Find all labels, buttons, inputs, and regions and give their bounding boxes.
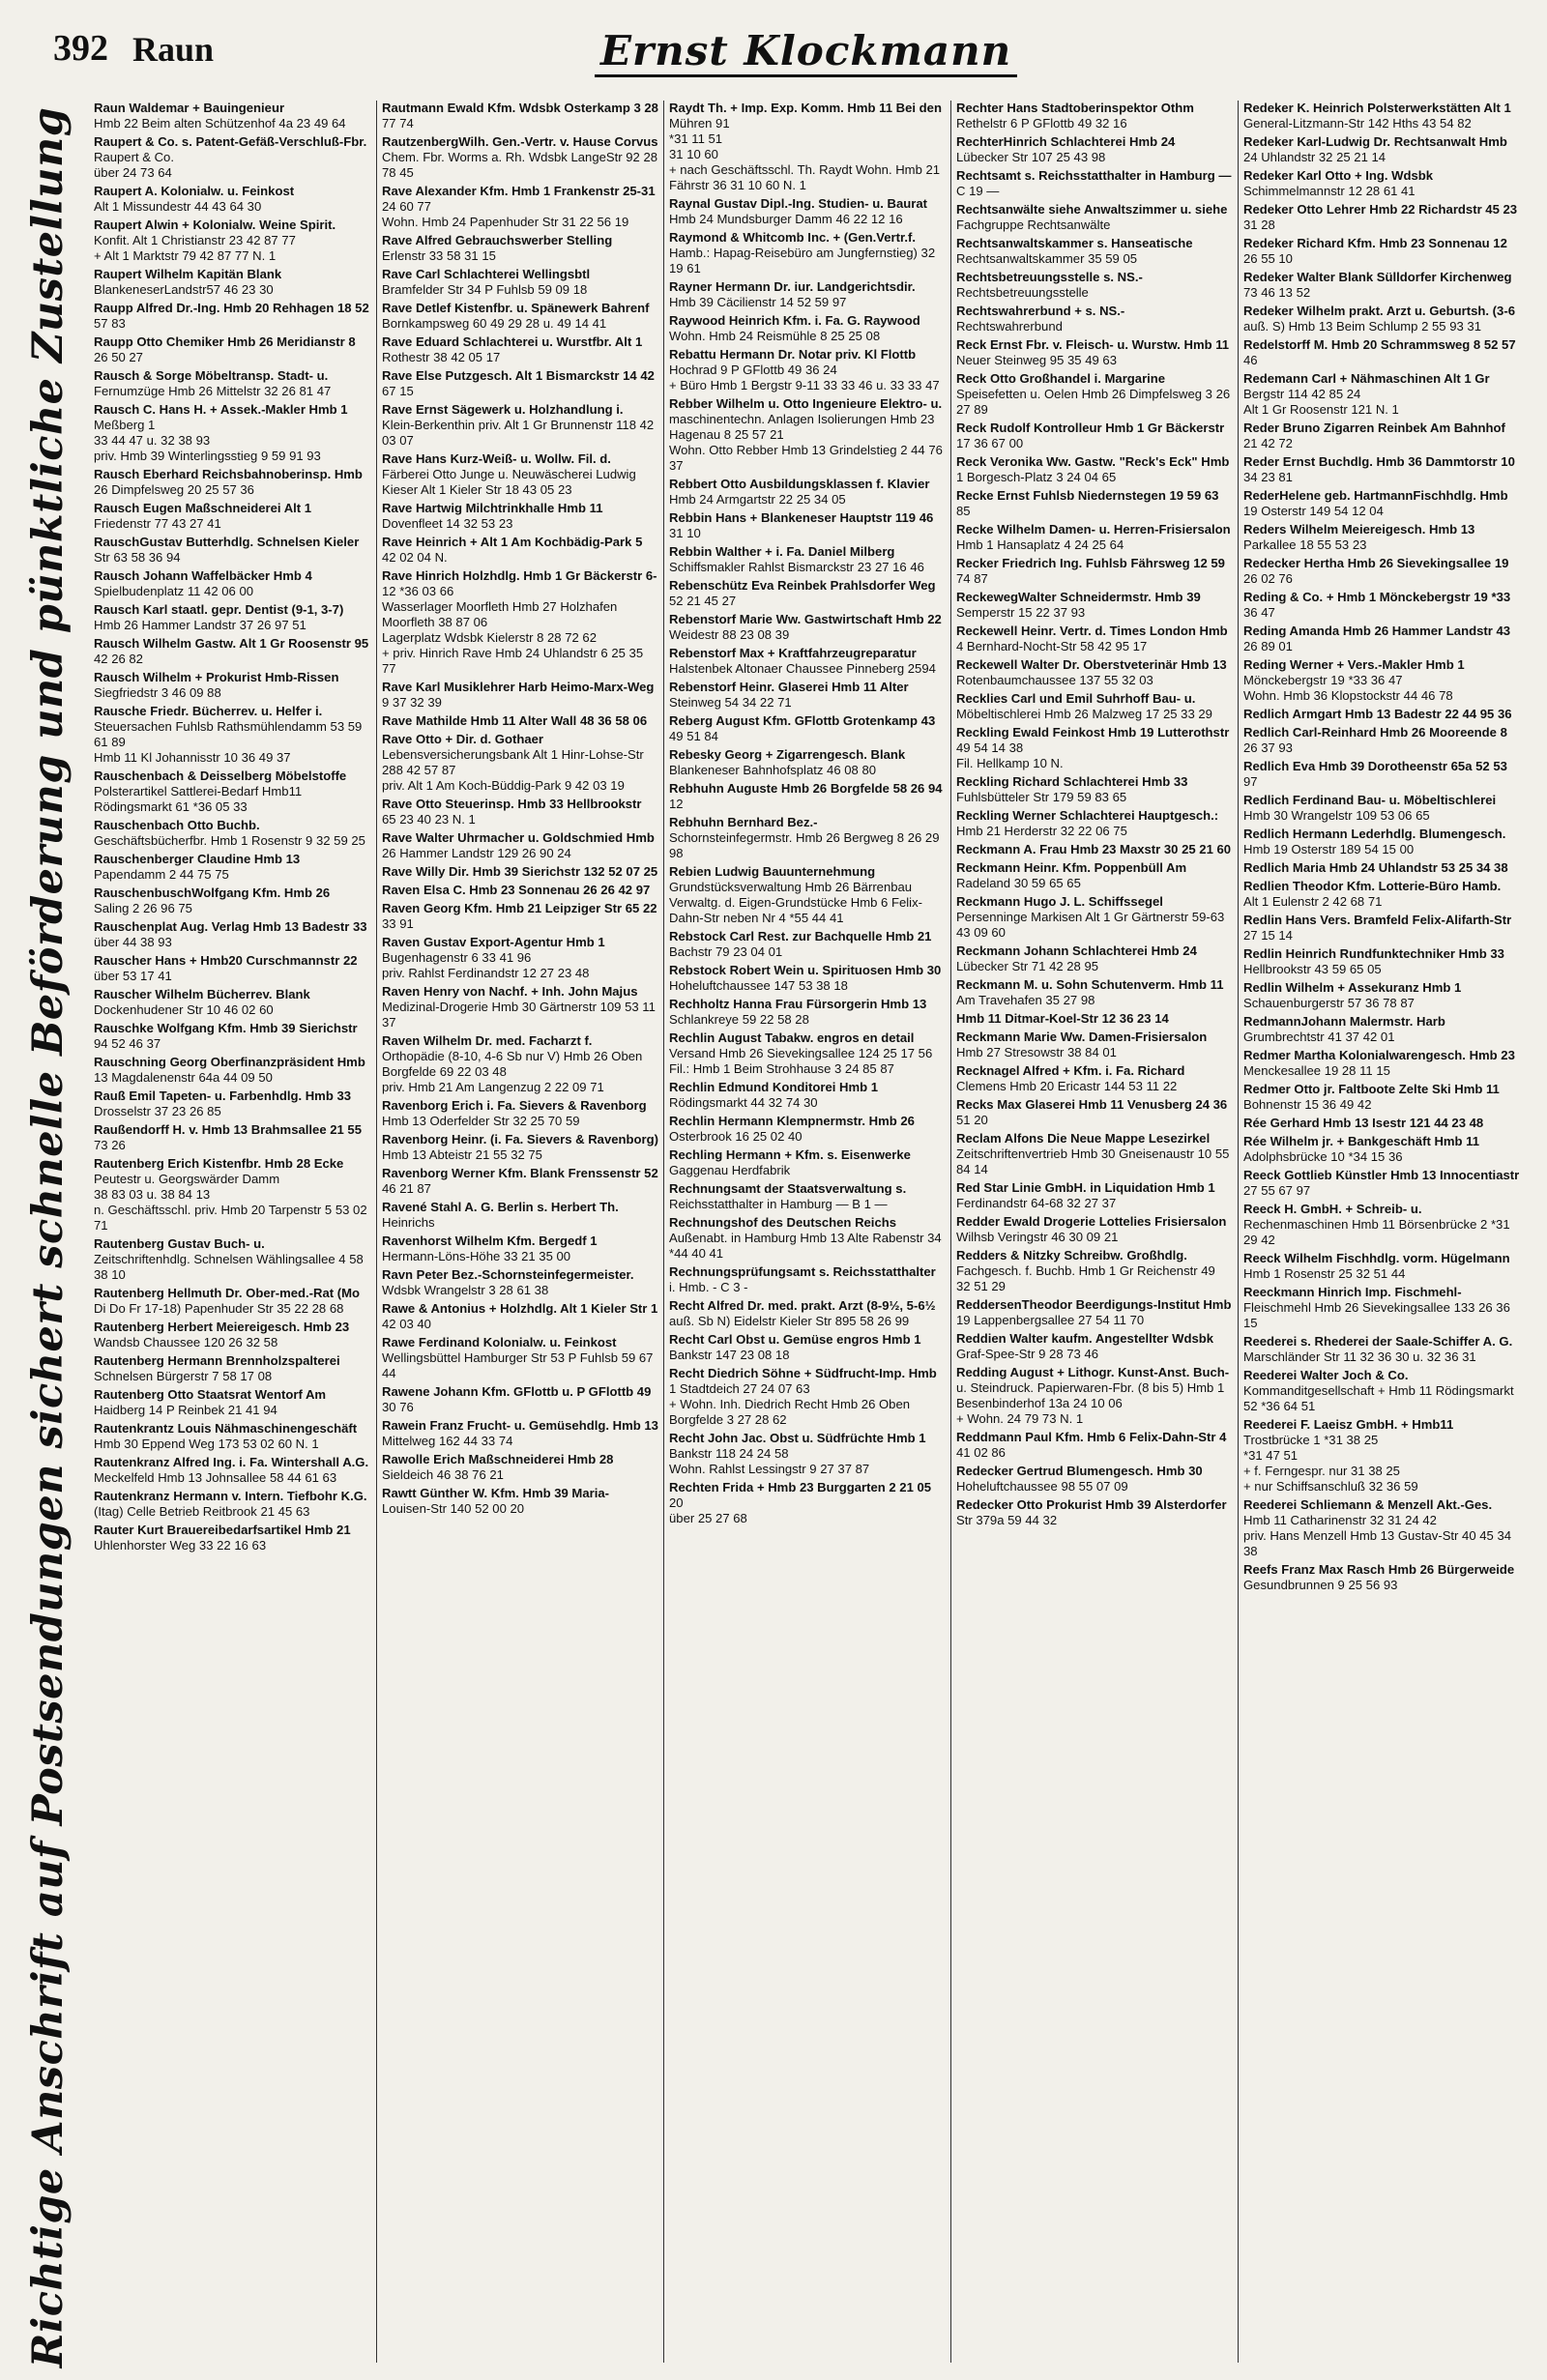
directory-entry: Ravenhorst Wilhelm Kfm. Bergedf 1 Hermann-Löns-Höhe 33 21 35 00 (382, 1234, 598, 1263)
directory-entry: Ravené Stahl A. G. Berlin s. Herbert Th. Heinrichs (382, 1200, 619, 1230)
directory-entry: Raven Georg Kfm. Hmb 21 Leipziger Str 65 22 33 91 (382, 901, 657, 931)
directory-entry: Rechtswahrerbund + s. NS.-Rechtswahrerbund (956, 304, 1125, 334)
directory-entry: Rechlin Hermann Klempnermstr. Hmb 26 Osterbrook 16 25 02 40 (669, 1114, 915, 1144)
directory-entry: Rawein Franz Frucht- u. Gemüsehdlg. Hmb 13 Mittelweg 162 44 33 74 (382, 1418, 658, 1448)
directory-entry: Rave Otto Steuerinsp. Hmb 33 Hellbrookstr 65 23 40 23 N. 1 (382, 797, 642, 827)
directory-entry: Reding & Co. + Hmb 1 Mönckebergstr 19 *33 36 47 (1243, 590, 1511, 620)
directory-entry: Raven Wilhelm Dr. med. Facharzt f. Orthopädie (8-10, 4-6 Sb nur V) Hmb 26 Oben Borgfelde 69 22 03 48 priv. Hmb 21 Am Langenzug 2 22 09 71 (382, 1033, 643, 1094)
directory-entry: Reding Amanda Hmb 26 Hammer Landstr 43 26 89 01 (1243, 624, 1511, 653)
directory-entry: Reddien Walter kaufm. Angestellter Wdsbk Graf-Spee-Str 9 28 73 46 (956, 1331, 1214, 1361)
directory-entry: Rechlin August Tabakw. engros en detail Versand Hmb 26 Sievekingsallee 124 25 17 56 Fil.: Hmb 1 Beim Strohhause 3 24 85 87 (669, 1030, 933, 1076)
directory-entry: Rawe Ferdinand Kolonialw. u. Feinkost Wellingsbüttel Hamburger Str 53 P Fuhlsb 59 67 44 (382, 1335, 654, 1380)
directory-column (89, 101, 376, 2363)
directory-entry: Recke Wilhelm Damen- u. Herren-Frisiersalon Hmb 1 Hansaplatz 4 24 25 64 (956, 522, 1231, 552)
directory-entry: Redeker Richard Kfm. Hmb 23 Sonnenau 12 26 55 10 (1243, 236, 1507, 266)
directory-entry: Rauschke Wolfgang Kfm. Hmb 39 Sierichstr 94 52 46 37 (94, 1021, 358, 1051)
directory-entry: Rebbin Hans + Blankeneser Hauptstr 119 46 31 10 (669, 510, 934, 540)
directory-entry: Rechling Hermann + Kfm. s. Eisenwerke Gaggenau Herdfabrik (669, 1147, 911, 1177)
directory-entry: Rausch Karl staatl. gepr. Dentist (9-1, 3-7) Hmb 26 Hammer Landstr 37 26 97 51 (94, 602, 344, 632)
directory-entry: Rautenberg Hermann Brennholzspalterei Schnelsen Bürgerstr 7 58 17 08 (94, 1353, 340, 1383)
directory-entry: RautzenbergWilh. Gen.-Vertr. v. Hause Corvus Chem. Fbr. Worms a. Rh. Wdsbk LangeStr 92 28 78 45 (382, 134, 658, 180)
directory-entry: Reckewell Heinr. Vertr. d. Times London Hmb 4 Bernhard-Nocht-Str 58 42 95 17 (956, 624, 1228, 653)
directory-entry: Rave Walter Uhrmacher u. Goldschmied Hmb 26 Hammer Landstr 129 26 90 24 (382, 830, 655, 860)
directory-entry: Rechter Hans Stadtoberinspektor Othm Rethelstr 6 P GFlottb 49 32 16 (956, 101, 1194, 131)
directory-entry: Rausch Johann Waffelbäcker Hmb 4 Spielbudenplatz 11 42 06 00 (94, 568, 312, 598)
directory-entry: Reberg August Kfm. GFlottb Grotenkamp 43 49 51 84 (669, 713, 936, 743)
directory-entry: Raupert A. Kolonialw. u. Feinkost Alt 1 Missundestr 44 43 64 30 (94, 184, 295, 214)
directory-entry: Reder Ernst Buchdlg. Hmb 36 Dammtorstr 10 34 23 81 (1243, 454, 1515, 484)
directory-entry: Rawe & Antonius + Holzhdlg. Alt 1 Kieler Str 1 42 03 40 (382, 1301, 658, 1331)
directory-entry: Raynal Gustav Dipl.-Ing. Studien- u. Baurat Hmb 24 Mundsburger Damm 46 22 12 16 (669, 196, 927, 226)
directory-entry: Raven Henry von Nachf. + Inh. John Majus Medizinal-Drogerie Hmb 30 Gärtnerstr 109 53 11 37 (382, 984, 656, 1030)
directory-entry: Rave Mathilde Hmb 11 Alter Wall 48 36 58 06 (382, 713, 648, 728)
directory-entry: Rauß Emil Tapeten- u. Farbenhdlg. Hmb 33 Drosselstr 37 23 26 85 (94, 1088, 352, 1118)
directory-entry: Rautenberg Gustav Buch- u. Zeitschriftenhdlg. Schnelsen Wählingsallee 4 58 38 10 (94, 1236, 364, 1282)
directory-entry: Redlich Carl-Reinhard Hmb 26 Mooreende 8 26 37 93 (1243, 725, 1507, 755)
directory-entry: Rechtsamt s. Reichsstatthalter in Hamburg — C 19 — (956, 168, 1232, 198)
directory-entry: Raupert & Co. s. Patent-Gefäß-Verschluß-Fbr. Raupert & Co. über 24 73 64 (94, 134, 367, 180)
directory-entry: Rautenberg Hellmuth Dr. Ober-med.-Rat (Mo Di Do Fr 17-18) Papenhuder Str 35 22 28 68 (94, 1286, 360, 1316)
directory-entry: Rebattu Hermann Dr. Notar priv. Kl Flottb Hochrad 9 P GFlottb 49 36 24 + Büro Hmb 1 Bergstr 9-11 33 33 46 u. 33 33 47 (669, 347, 940, 392)
directory-entry: RedmannJohann Malermstr. Harb Grumbrechtstr 41 37 42 01 (1243, 1014, 1445, 1044)
directory-entry: Raupert Alwin + Kolonialw. Weine Spirit. Konfit. Alt 1 Christianstr 23 42 87 77 + Alt 1 Marktstr 79 42 87 77 N. 1 (94, 218, 336, 263)
directory-columns (89, 101, 1532, 2363)
directory-entry: Redlich Eva Hmb 39 Dorotheenstr 65a 52 53 97 (1243, 759, 1507, 789)
directory-entry: Redeker Otto Lehrer Hmb 22 Richardstr 45 23 31 28 (1243, 202, 1518, 232)
directory-entry: Rave Karl Musiklehrer Harb Heimo-Marx-Weg 9 37 32 39 (382, 680, 655, 710)
directory-entry: Rebhuhn Bernhard Bez.-Schornsteinfegermstr. Hmb 26 Bergweg 8 26 29 98 (669, 815, 940, 860)
page-number: 392 (53, 28, 108, 69)
directory-entry: Rave Else Putzgesch. Alt 1 Bismarckstr 14 42 67 15 (382, 368, 655, 398)
directory-entry: Rée Gerhard Hmb 13 Isestr 121 44 23 48 (1243, 1116, 1484, 1130)
directory-entry: Reckling Werner Schlachterei Hauptgesch.: Hmb 21 Herderstr 32 22 06 75 (956, 808, 1219, 838)
directory-entry: Reederei s. Rhederei der Saale-Schiffer A. G. Marschländer Str 11 32 36 30 u. 32 36 31 (1243, 1334, 1513, 1364)
directory-entry: Rebesky Georg + Zigarrengesch. Blank Blankeneser Bahnhofsplatz 46 08 80 (669, 747, 906, 777)
directory-entry: Raymond & Whitcomb Inc. + (Gen.Vertr.f. Hamb.: Hapag-Reisebüro am Jungfernstieg) 32 19 61 (669, 230, 936, 276)
directory-entry: Rave Heinrich + Alt 1 Am Kochbädig-Park 5 42 02 04 N. (382, 535, 643, 565)
directory-entry: Raupert Wilhelm Kapitän Blank BlankeneserLandstr57 46 23 30 (94, 267, 282, 297)
directory-entry: Raun Waldemar + Bauingenieur Hmb 22 Beim alten Schützenhof 4a 23 49 64 (94, 101, 346, 131)
directory-entry: Recht Carl Obst u. Gemüse engros Hmb 1 Bankstr 147 23 08 18 (669, 1332, 921, 1362)
directory-entry: Redmer Otto jr. Faltboote Zelte Ski Hmb 11 Bohnenstr 15 36 49 42 (1243, 1082, 1500, 1112)
directory-entry: Redlin Hans Vers. Bramfeld Felix-Alifarth-Str 27 15 14 (1243, 913, 1512, 943)
directory-entry: Raußendorff H. v. Hmb 13 Brahmsallee 21 55 73 26 (94, 1122, 363, 1152)
advertiser-signature: Ernst Klockmann (595, 27, 1017, 77)
directory-entry: Reckewell Walter Dr. Oberstveterinär Hmb 13 Rotenbaumchaussee 137 55 32 03 (956, 657, 1227, 687)
running-head: Raun (132, 30, 215, 69)
directory-entry: Reck Ernst Fbr. v. Fleisch- u. Wurstw. Hmb 11 Neuer Steinweg 95 35 49 63 (956, 337, 1230, 367)
directory-entry: Redeker K. Heinrich Polsterwerkstätten Alt 1 General-Litzmann-Str 142 Hths 43 54 82 (1243, 101, 1511, 131)
directory-entry: Reederei Walter Joch & Co. Kommanditgesellschaft + Hmb 11 Rödingsmarkt 52 *36 64 51 (1243, 1368, 1514, 1413)
directory-entry: Rautmann Ewald Kfm. Wdsbk Osterkamp 3 28 77 74 (382, 101, 658, 131)
directory-entry: Redeker Walter Blank Sülldorfer Kirchenweg 73 46 13 52 (1243, 270, 1512, 300)
directory-entry: Rave Carl Schlachterei Wellingsbtl Bramfelder Str 34 P Fuhlsb 59 09 18 (382, 267, 591, 297)
directory-entry: Ravenborg Erich i. Fa. Sievers & Ravenborg Hmb 13 Oderfelder Str 32 25 70 59 (382, 1098, 647, 1128)
directory-entry: Rebstock Robert Wein u. Spirituosen Hmb 30 Hoheluftchaussee 147 53 38 18 (669, 963, 942, 993)
directory-column (376, 101, 663, 2363)
directory-entry: Rée Wilhelm jr. + Bankgeschäft Hmb 11 Adolphsbrücke 10 *34 15 36 (1243, 1134, 1480, 1164)
directory-entry: Rave Hinrich Holzhdlg. Hmb 1 Gr Bäckerstr 6-12 *36 03 66 Wasserlager Moorfleth Hmb 27 Holzhafen Moorfleth 38 87 06 Lagerplatz Wdsbk Kielerstr 8 28 72 62 + priv. Hinrich Rave Hmb 24 Uhlandstr 6 25 35 77 (382, 568, 657, 676)
directory-entry: Rebien Ludwig Bauunternehmung Grundstücksverwaltung Hmb 26 Bärrenbau Verwaltg. d. Eigen-Grundstücke Hmb 6 Felix-Dahn-Str neben Nr 4 *55 44 41 (669, 864, 922, 925)
directory-entry: RauschGustav Butterhdlg. Schnelsen Kieler Str 63 58 36 94 (94, 535, 360, 565)
directory-entry: Rechlin Edmund Konditorei Hmb 1 Rödingsmarkt 44 32 74 30 (669, 1080, 879, 1110)
directory-entry: RauschenbuschWolfgang Kfm. Hmb 26 Saling 2 26 96 75 (94, 885, 331, 915)
directory-entry: Rawtt Günther W. Kfm. Hmb 39 Maria-Louisen-Str 140 52 00 20 (382, 1486, 609, 1516)
side-advertisement-text: Richtige Anschrift auf Postsendungen sichert schnelle Beförderung und pünktliche Zustellung (24, 106, 73, 2368)
directory-entry: Redeker Wilhelm prakt. Arzt u. Geburtsh. (3-6 auß. S) Hmb 13 Beim Schlump 2 55 93 31 (1243, 304, 1515, 334)
directory-entry: Rautenkranz Alfred Ing. i. Fa. Wintershall A.G. Meckelfeld Hmb 13 Johnsallee 58 44 61 63 (94, 1455, 369, 1485)
directory-entry: Rave Hartwig Milchtrinkhalle Hmb 11 Dovenfleet 14 32 53 23 (382, 501, 603, 531)
directory-entry: Recht John Jac. Obst u. Südfrüchte Hmb 1 Bankstr 118 24 24 58 Wohn. Rahlst Lessingstr 9 27 37 87 (669, 1431, 926, 1476)
directory-entry: Recht Alfred Dr. med. prakt. Arzt (8-9½, 5-6½ auß. Sb N) Eidelstr Kieler Str 895 58 26 99 (669, 1298, 936, 1328)
side-advertisement (19, 106, 77, 2368)
directory-entry: Raven Elsa C. Hmb 23 Sonnenau 26 26 42 97 (382, 883, 651, 897)
directory-entry: Redeker Karl-Ludwig Dr. Rechtsanwalt Hmb 24 Uhlandstr 32 25 21 14 (1243, 134, 1507, 164)
directory-entry: Reederei Schliemann & Menzell Akt.-Ges. Hmb 11 Catharinenstr 32 31 24 42 priv. Hans Menzell Hmb 13 Gustav-Str 40 45 34 38 (1243, 1497, 1512, 1558)
directory-entry: Rechtsanwaltskammer s. Hanseatische Rechtsanwaltskammer 35 59 05 (956, 236, 1193, 266)
directory-entry: Rave Ernst Sägewerk u. Holzhandlung i. Klein-Berkenthin priv. Alt 1 Gr Brunnenstr 118 42 03 07 (382, 402, 655, 448)
directory-entry: Rausche Friedr. Bücherrev. u. Helfer i. Steuersachen Fuhlsb Rathsmühlendamm 53 59 61 89 Hmb 11 Kl Johannisstr 10 36 49 37 (94, 704, 363, 765)
directory-entry: Ravenborg Werner Kfm. Blank Frenssenstr 52 46 21 87 (382, 1166, 658, 1196)
directory-entry: Reckmann Johann Schlachterei Hmb 24 Lübecker Str 71 42 28 95 (956, 943, 1197, 973)
directory-entry: Rauschenplat Aug. Verlag Hmb 13 Badestr 33 über 44 38 93 (94, 919, 367, 949)
directory-entry: Reckmann M. u. Sohn Schutenverm. Hmb 11 Am Travehafen 35 27 98 (956, 977, 1224, 1007)
directory-entry: Rechnungsprüfungsamt s. Reichsstatthalter i. Hmb. - C 3 - (669, 1264, 936, 1294)
directory-entry: Rebenstorf Max + Kraftfahrzeugreparatur Halstenbek Altonaer Chaussee Pinneberg 2594 (669, 646, 936, 676)
directory-entry: Rave Hans Kurz-Weiß- u. Wollw. Fil. d. Färberei Otto Junge u. Neuwäscherei Ludwig Kieser Alt 1 Kieler Str 18 43 05 23 (382, 451, 636, 497)
directory-entry: Redlich Maria Hmb 24 Uhlandstr 53 25 34 38 (1243, 860, 1508, 875)
directory-entry: Rauscher Hans + Hmb20 Curschmannstr 22 über 53 17 41 (94, 953, 358, 983)
directory-entry: Rautenkrantz Louis Nähmaschinengeschäft Hmb 30 Eppend Weg 173 53 02 60 N. 1 (94, 1421, 358, 1451)
directory-entry: Red Star Linie GmbH. in Liquidation Hmb 1 Ferdinandstr 64-68 32 27 37 (956, 1180, 1215, 1210)
directory-entry: Rausch Wilhelm + Prokurist Hmb-Rissen Siegfriedstr 3 46 09 88 (94, 670, 339, 700)
directory-entry: Redlin Heinrich Rundfunktechniker Hmb 33 Hellbrookstr 43 59 65 05 (1243, 946, 1504, 976)
directory-entry: Reeck Gottlieb Künstler Hmb 13 Innocentiastr 27 55 67 97 (1243, 1168, 1520, 1198)
directory-entry: Reding Werner + Vers.-Makler Hmb 1 Mönckebergstr 19 *33 36 47 Wohn. Hmb 36 Klopstockstr 44 46 78 (1243, 657, 1465, 703)
directory-entry: RechterHinrich Schlachterei Hmb 24 Lübecker Str 107 25 43 98 (956, 134, 1176, 164)
directory-entry: Rechten Frida + Hmb 23 Burggarten 2 21 05 20 über 25 27 68 (669, 1480, 932, 1525)
directory-entry: Reckmann Marie Ww. Damen-Frisiersalon Hmb 27 Stresowstr 38 84 01 (956, 1030, 1208, 1059)
directory-entry: Rausch Wilhelm Gastw. Alt 1 Gr Roosenstr 95 42 26 82 (94, 636, 369, 666)
directory-entry: Reckling Ewald Feinkost Hmb 19 Lutterothstr 49 54 14 38 Fil. Hellkamp 10 N. (956, 725, 1230, 770)
directory-entry: Redecker Otto Prokurist Hmb 39 Alsterdorfer Str 379a 59 44 32 (956, 1497, 1227, 1527)
directory-entry: Rave Eduard Schlachterei u. Wurstfbr. Alt 1 Rothestr 38 42 05 17 (382, 334, 643, 364)
directory-entry: Redlich Hermann Lederhdlg. Blumengesch. Hmb 19 Osterstr 189 54 15 00 (1243, 827, 1506, 856)
directory-entry: Rebstock Carl Rest. zur Bachquelle Hmb 21 Bachstr 79 23 04 01 (669, 929, 932, 959)
directory-entry: Redelstorff M. Hmb 20 Schrammsweg 8 52 57 46 (1243, 337, 1516, 367)
directory-entry: Rawolle Erich Maßschneiderei Hmb 28 Sieldeich 46 38 76 21 (382, 1452, 614, 1482)
directory-entry: Reclam Alfons Die Neue Mappe Lesezirkel Zeitschriftenvertrieb Hmb 30 Gneisenaustr 10 55 84 14 (956, 1131, 1230, 1176)
directory-entry: Redmer Martha Kolonialwarengesch. Hmb 23 Menckesallee 19 28 11 15 (1243, 1048, 1515, 1078)
directory-entry: Reeck H. GmbH. + Schreib- u. Rechenmaschinen Hmb 11 Börsenbrücke 2 *31 29 42 (1243, 1202, 1510, 1247)
directory-entry: Rauscher Wilhelm Bücherrev. Blank Dockenhudener Str 10 46 02 60 (94, 987, 310, 1017)
directory-entry: Reck Rudolf Kontrolleur Hmb 1 Gr Bäckerstr 17 36 67 00 (956, 421, 1225, 450)
directory-entry: Rebbin Walther + i. Fa. Daniel Milberg Schiffsmakler Rahlst Bismarckstr 23 27 16 46 (669, 544, 924, 574)
directory-entry: Rave Alfred Gebrauchswerber Stelling Erlenstr 33 58 31 15 (382, 233, 613, 263)
directory-entry: Rebber Wilhelm u. Otto Ingenieure Elektro- u. maschinentechn. Anlagen Isolierungen Hmb 23 Hagenau 8 25 57 21 Wohn. Otto Rebber Hmb 13 Grindelstieg 2 44 76 37 (669, 396, 943, 473)
directory-entry: Reederei F. Laeisz GmbH. + Hmb11 Trostbrücke 1 *31 38 25 *31 47 51 + f. Ferngespr. nur 31 38 25 + nur Schiffsanschluß 32 36 59 (1243, 1417, 1454, 1494)
directory-entry: Reckmann Heinr. Kfm. Poppenbüll Am Radeland 30 59 65 65 (956, 860, 1187, 890)
directory-entry: Raydt Th. + Imp. Exp. Komm. Hmb 11 Bei den Mühren 91 *31 11 51 31 10 60 + nach Geschäftsschl. Th. Raydt Wohn. Hmb 21 Fährstr 36 31 10 60 N. 1 (669, 101, 942, 192)
directory-entry: Rave Detlef Kistenfbr. u. Spänewerk Bahrenf Bornkampsweg 60 49 29 28 u. 49 14 41 (382, 301, 650, 331)
directory-entry: Recks Max Glaserei Hmb 11 Venusberg 24 36 51 20 (956, 1097, 1228, 1127)
directory-entry: Rebenstorf Heinr. Glaserei Hmb 11 Alter Steinweg 54 34 22 71 (669, 680, 909, 710)
directory-entry: Rawene Johann Kfm. GFlottb u. P GFlottb 49 30 76 (382, 1384, 652, 1414)
directory-entry: Recklies Carl und Emil Suhrhoff Bau- u. Möbeltischlerei Hmb 26 Malzweg 17 25 33 29 (956, 691, 1212, 721)
directory-entry: Rayner Hermann Dr. iur. Landgerichtsdir. Hmb 39 Cäcilienstr 14 52 59 97 (669, 279, 916, 309)
directory-entry: Rauschenbach Otto Buchb. Geschäftsbücherfbr. Hmb 1 Rosenstr 9 32 59 25 (94, 818, 365, 848)
directory-entry: Recht Diedrich Söhne + Südfrucht-Imp. Hmb 1 Stadtdeich 27 24 07 63 + Wohn. Inh. Diedrich Recht Hmb 26 Oben Borgfelde 3 27 28 62 (669, 1366, 937, 1427)
directory-entry: Raupp Alfred Dr.-Ing. Hmb 20 Rehhagen 18 52 57 83 (94, 301, 369, 331)
directory-entry: Raywood Heinrich Kfm. i. Fa. G. Raywood Wohn. Hmb 24 Reismühle 8 25 25 08 (669, 313, 920, 343)
directory-entry: Redders & Nitzky Schreibw. Großhdlg. Fachgesch. f. Buchb. Hmb 1 Gr Reichenstr 49 32 51 29 (956, 1248, 1215, 1293)
directory-entry: Reeck Wilhelm Fischhdlg. vorm. Hügelmann Hmb 1 Rosenstr 25 32 51 44 (1243, 1251, 1510, 1281)
directory-entry: Reefs Franz Max Rasch Hmb 26 Bürgerweide Gesundbrunnen 9 25 56 93 (1243, 1562, 1515, 1592)
directory-entry: Recke Ernst Fuhlsb Niedernstegen 19 59 63 85 (956, 488, 1219, 518)
directory-entry: Rauschning Georg Oberfinanzpräsident Hmb 13 Magdalenenstr 64a 44 09 50 (94, 1055, 365, 1085)
directory-entry: Rautenkranz Hermann v. Intern. Tiefbohr K.G. (Itag) Celle Betrieb Reitbrook 21 45 63 (94, 1489, 367, 1519)
directory-entry: Rausch Eugen Maßschneiderei Alt 1 Friedenstr 77 43 27 41 (94, 501, 312, 531)
directory-entry: Redlien Theodor Kfm. Lotterie-Büro Hamb. Alt 1 Eulenstr 2 42 68 71 (1243, 879, 1502, 909)
directory-entry: Redlin Wilhelm + Assekuranz Hmb 1 Schauenburgerstr 57 36 78 87 (1243, 980, 1462, 1010)
directory-entry: Reder Bruno Zigarren Reinbek Am Bahnhof 21 42 72 (1243, 421, 1505, 450)
directory-entry: Rebenschütz Eva Reinbek Prahlsdorfer Weg 52 21 45 27 (669, 578, 936, 608)
page-header (53, 27, 1513, 73)
directory-entry: ReddersenTheodor Beerdigungs-Institut Hmb 19 Lappenbergsallee 27 54 11 70 (956, 1297, 1232, 1327)
directory-entry: Rausch & Sorge Möbeltransp. Stadt- u. Fernumzüge Hmb 26 Mittelstr 32 26 81 47 (94, 368, 332, 398)
directory-entry: Rauschenberger Claudine Hmb 13 Papendamm 2 44 75 75 (94, 852, 301, 882)
directory-entry: Rebbert Otto Ausbildungsklassen f. Klavier Hmb 24 Armgartstr 22 25 34 05 (669, 477, 930, 507)
directory-entry: Ravn Peter Bez.-Schornsteinfegermeister. Wdsbk Wrangelstr 3 28 61 38 (382, 1267, 634, 1297)
directory-entry: Rautenberg Herbert Meiereigesch. Hmb 23 Wandsb Chaussee 120 26 32 58 (94, 1320, 350, 1350)
directory-entry: Rebhuhn Auguste Hmb 26 Borgfelde 58 26 94 12 (669, 781, 943, 811)
directory-entry: Hmb 11 Ditmar-Koel-Str 12 36 23 14 (956, 1011, 1169, 1026)
directory-entry: Rave Alexander Kfm. Hmb 1 Frankenstr 25-31 24 60 77 Wohn. Hmb 24 Papenhuder Str 31 22 56 19 (382, 184, 656, 229)
directory-entry: Rautenberg Erich Kistenfbr. Hmb 28 Ecke Peutestr u. Georgswärder Damm 38 83 03 u. 38 84 13 n. Geschäftsschl. priv. Hmb 20 Tarpenstr 5 53 02 71 (94, 1156, 367, 1233)
directory-entry: Rauschenbach & Deisselberg Möbelstoffe Polsterartikel Sattlerei-Bedarf Hmb11 Rödingsmarkt 61 *36 05 33 (94, 769, 347, 814)
directory-entry: Redding August + Lithogr. Kunst-Anst. Buch- u. Steindruck. Papierwaren-Fbr. (8 bis 5) Hmb 1 Besenbinderhof 13a 24 10 06 + Wohn. 24 79 73 N. 1 (956, 1365, 1230, 1426)
directory-entry: Reders Wilhelm Meiereigesch. Hmb 13 Parkallee 18 55 53 23 (1243, 522, 1475, 552)
directory-entry: Recker Friedrich Ing. Fuhlsb Fährsweg 12 59 74 87 (956, 556, 1225, 586)
directory-entry: Rave Otto + Dir. d. Gothaer Lebensversicherungsbank Alt 1 Hinr-Lohse-Str 288 42 57 87 priv. Alt 1 Am Koch-Büddig-Park 9 42 03 19 (382, 732, 644, 793)
directory-entry: Reeckmann Hinrich Imp. Fischmehl-Fleischmehl Hmb 26 Sievekingsallee 133 26 36 15 (1243, 1285, 1510, 1330)
directory-entry: Rauter Kurt Brauereibedarfsartikel Hmb 21 Uhlenhorster Weg 33 22 16 63 (94, 1523, 351, 1553)
directory-entry: Redemann Carl + Nähmaschinen Alt 1 Gr Bergstr 114 42 85 24 Alt 1 Gr Roosenstr 121 N. 1 (1243, 371, 1490, 417)
directory-entry: RederHelene geb. HartmannFischhdlg. Hmb 19 Osterstr 149 54 12 04 (1243, 488, 1508, 518)
directory-entry: Rautenberg Otto Staatsrat Wentorf Am Haidberg 14 P Reinbek 21 41 94 (94, 1387, 327, 1417)
directory-entry: ReckewegWalter Schneidermstr. Hmb 39 Semperstr 15 22 37 93 (956, 590, 1201, 620)
directory-entry: Reck Otto Großhandel i. Margarine Speisefetten u. Oelen Hmb 26 Dimpfelsweg 3 26 27 89 (956, 371, 1231, 417)
directory-entry: Raupp Otto Chemiker Hmb 26 Meridianstr 8 26 50 27 (94, 334, 356, 364)
directory-entry: Redeker Karl Otto + Ing. Wdsbk Schimmelmannstr 12 28 61 41 (1243, 168, 1434, 198)
directory-entry: Rechtsanwälte siehe Anwaltszimmer u. siehe Fachgruppe Rechtsanwälte (956, 202, 1228, 232)
directory-entry: Redder Ewald Drogerie Lottelies Frisiersalon Wilhsb Veringstr 46 30 09 21 (956, 1214, 1227, 1244)
directory-entry: Reckmann A. Frau Hmb 23 Maxstr 30 25 21 60 (956, 842, 1232, 856)
directory-entry: Rechholtz Hanna Frau Fürsorgerin Hmb 13 Schlankreye 59 22 58 28 (669, 997, 927, 1027)
directory-entry: Redecker Hertha Hmb 26 Sievekingsallee 19 26 02 76 (1243, 556, 1509, 586)
directory-entry: Rechnungshof des Deutschen Reichs Außenabt. in Hamburg Hmb 13 Alte Rabenstr 34 *44 40 41 (669, 1215, 942, 1261)
directory-entry: Rechnungsamt der Staatsverwaltung s. Reichsstatthalter in Hamburg — B 1 — (669, 1181, 907, 1211)
directory-entry: Rechtsbetreuungsstelle s. NS.-Rechtsbetreuungsstelle (956, 270, 1143, 300)
directory-column (950, 101, 1238, 2363)
directory-entry: Reddmann Paul Kfm. Hmb 6 Felix-Dahn-Str 4 41 02 86 (956, 1430, 1227, 1460)
directory-entry: Rausch C. Hans H. + Assek.-Makler Hmb 1 Meßberg 1 33 44 47 u. 32 38 93 priv. Hmb 39 Winterlingsstieg 9 59 91 93 (94, 402, 348, 463)
directory-entry: Reckling Richard Schlachterei Hmb 33 Fuhlsbütteler Str 179 59 83 65 (956, 774, 1188, 804)
directory-entry: Recknagel Alfred + Kfm. i. Fa. Richard Clemens Hmb 20 Ericastr 144 53 11 22 (956, 1063, 1185, 1093)
directory-column (1238, 101, 1525, 2363)
directory-entry: Redlich Armgart Hmb 13 Badestr 22 44 95 36 (1243, 707, 1512, 721)
directory-entry: Rave Willy Dir. Hmb 39 Sierichstr 132 52 07 25 (382, 864, 658, 879)
directory-entry: Reck Veronika Ww. Gastw. "Reck's Eck" Hmb 1 Borgesch-Platz 3 24 04 65 (956, 454, 1230, 484)
directory-entry: Redlich Ferdinand Bau- u. Möbeltischlerei Hmb 30 Wrangelstr 109 53 06 65 (1243, 793, 1497, 823)
directory-column (663, 101, 950, 2363)
directory-entry: Ravenborg Heinr. (i. Fa. Sievers & Ravenborg) Hmb 13 Abteistr 21 55 32 75 (382, 1132, 658, 1162)
directory-entry: Raven Gustav Export-Agentur Hmb 1 Bugenhagenstr 6 33 41 96 priv. Rahlst Ferdinandstr 12 27 23 48 (382, 935, 605, 980)
directory-entry: Rausch Eberhard Reichsbahnoberinsp. Hmb 26 Dimpfelsweg 20 25 57 36 (94, 467, 363, 497)
directory-entry: Redecker Gertrud Blumengesch. Hmb 30 Hoheluftchaussee 98 55 07 09 (956, 1464, 1203, 1494)
directory-entry: Reckmann Hugo J. L. Schiffssegel Persenninge Markisen Alt 1 Gr Gärtnerstr 59-63 43 09 60 (956, 894, 1225, 940)
directory-entry: Rebenstorf Marie Ww. Gastwirtschaft Hmb 22 Weidestr 88 23 08 39 (669, 612, 942, 642)
